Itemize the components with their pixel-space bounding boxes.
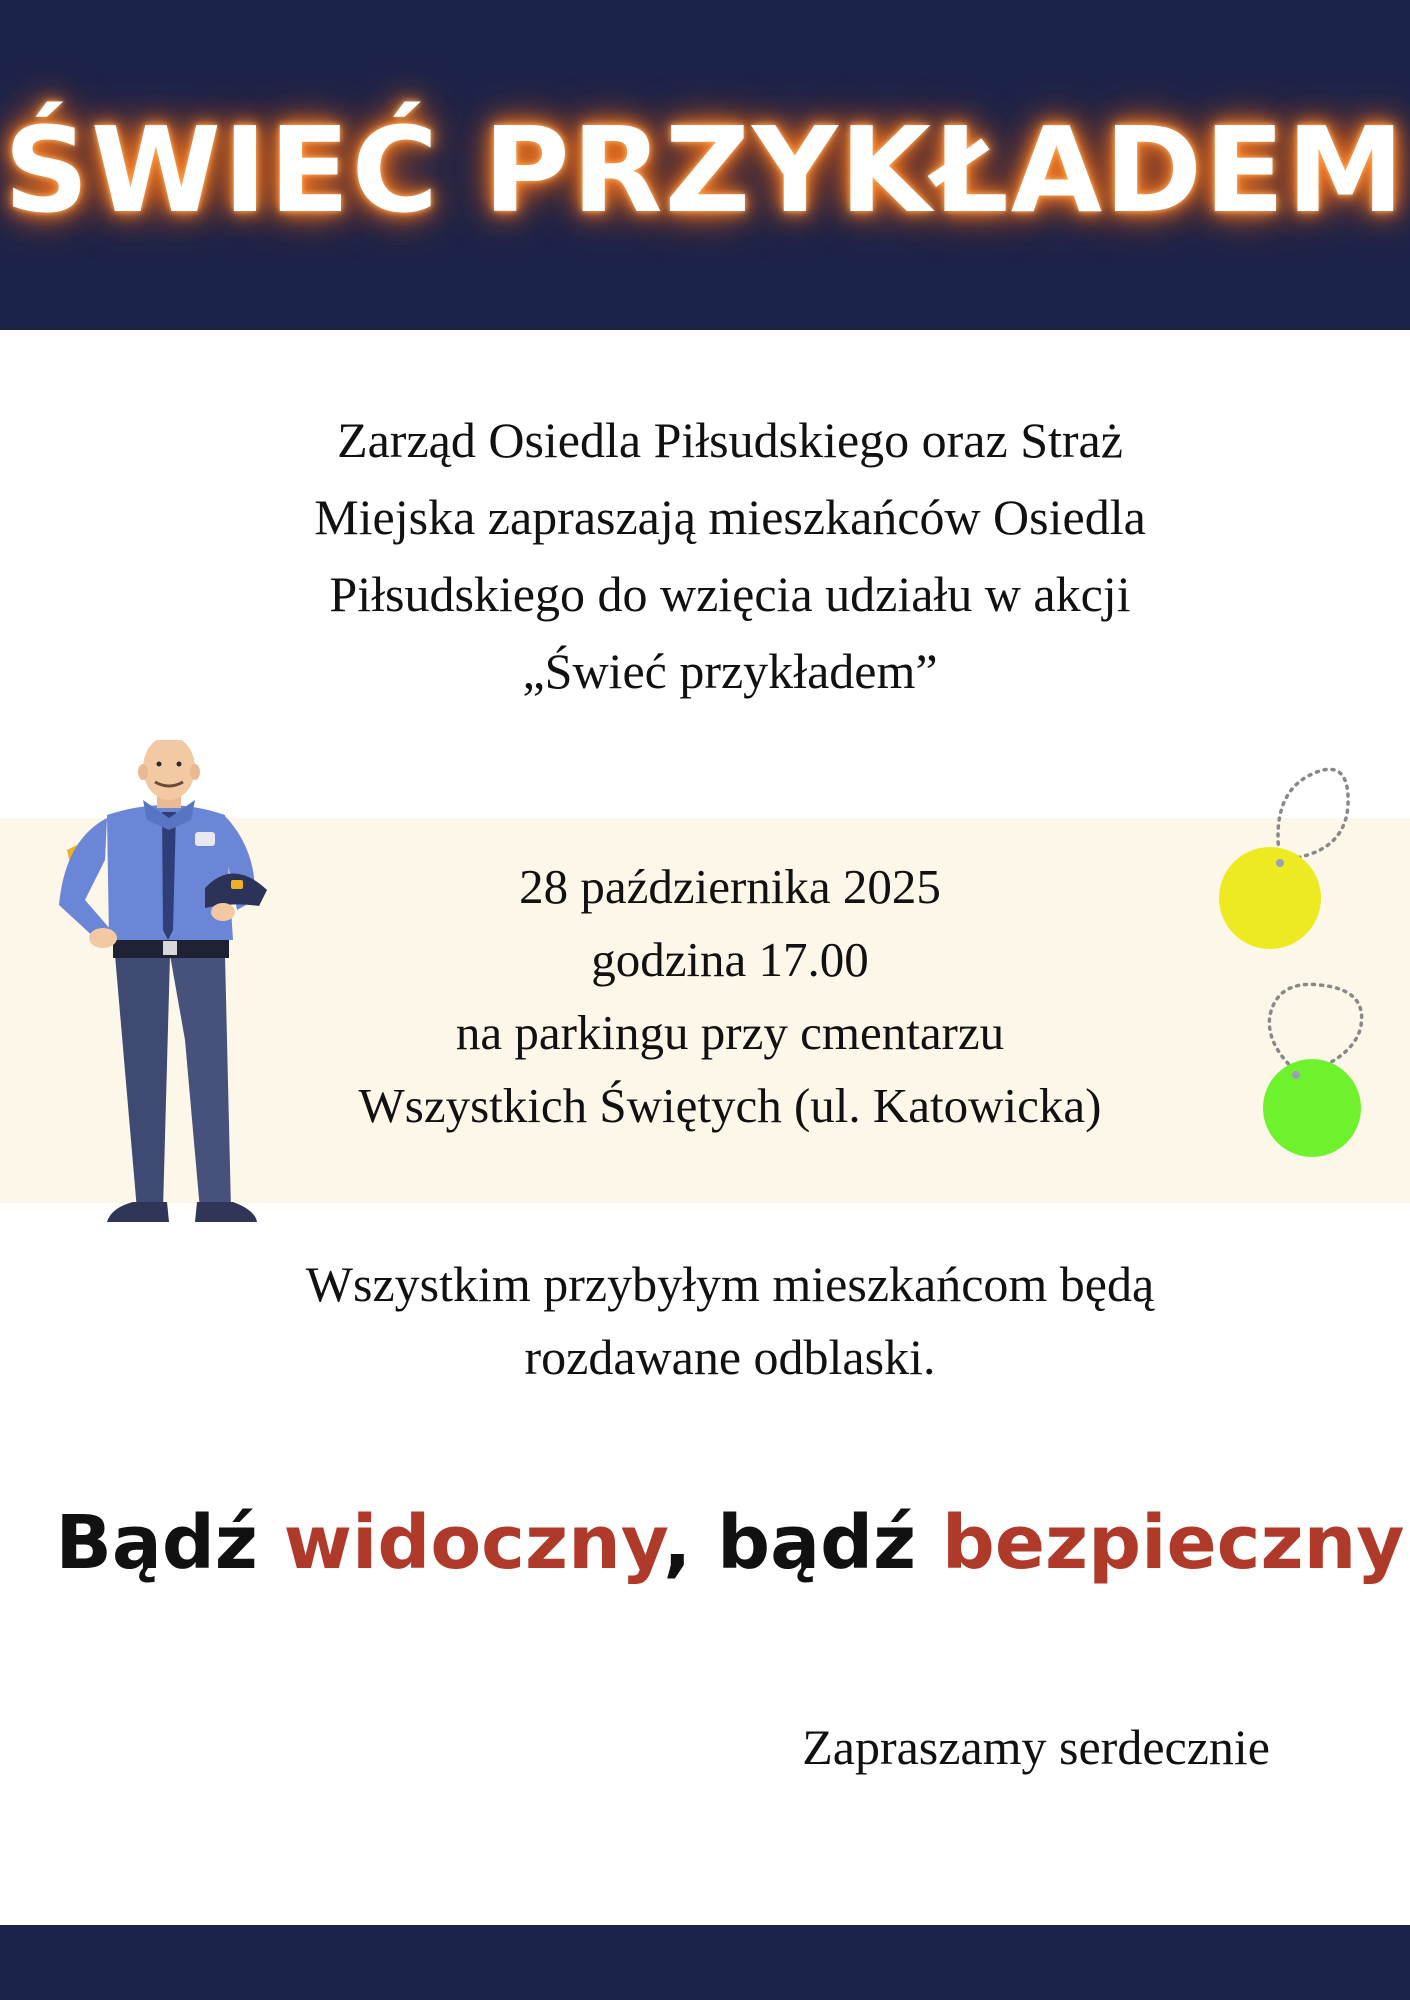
slogan-part1: Bądź — [55, 1500, 284, 1586]
event-date: 28 października 2025 — [519, 859, 941, 914]
slogan — [0, 1500, 1410, 1586]
event-details — [230, 850, 1230, 1142]
yellow-reflector-icon — [1219, 769, 1348, 949]
slogan-accent-visible: widoczny — [283, 1500, 664, 1586]
intro-line: Piłsudskiego do wzięcia udziału w akcji — [329, 566, 1131, 622]
page-title: ŚWIEĆ PRZYKŁADEM — [3, 101, 1407, 239]
closing-text: Zapraszamy serdecznie — [802, 1719, 1270, 1775]
header-banner — [0, 0, 1410, 330]
intro-line: Miejska zapraszają mieszkańców Osiedla — [314, 489, 1146, 545]
reflectors-illustration — [1200, 745, 1410, 1165]
event-time: godzina 17.00 — [591, 932, 869, 987]
event-place-line1: na parkingu przy cmentarzu — [455, 1005, 1005, 1060]
footer-bar — [0, 1925, 1410, 2000]
green-reflector-icon — [1263, 984, 1362, 1157]
event-place-line2: Wszystkich Świętych (ul. Katowicka) — [358, 1078, 1102, 1133]
intro-paragraph — [180, 402, 1280, 710]
note-line2: rozdawane odblaski. — [524, 1329, 936, 1385]
intro-line: Zarząd Osiedla Piłsudskiego oraz Straż — [337, 412, 1123, 468]
slogan-part3: , bądź — [663, 1500, 942, 1586]
note-line1: Wszystkim przybyłym mieszkańcom będą — [305, 1256, 1155, 1312]
reflectors-note — [200, 1248, 1260, 1394]
slogan-accent-safe: bezpieczny — [941, 1500, 1405, 1586]
police-officer-illustration — [45, 740, 295, 1230]
intro-line: „Świeć przykładem” — [522, 643, 938, 699]
